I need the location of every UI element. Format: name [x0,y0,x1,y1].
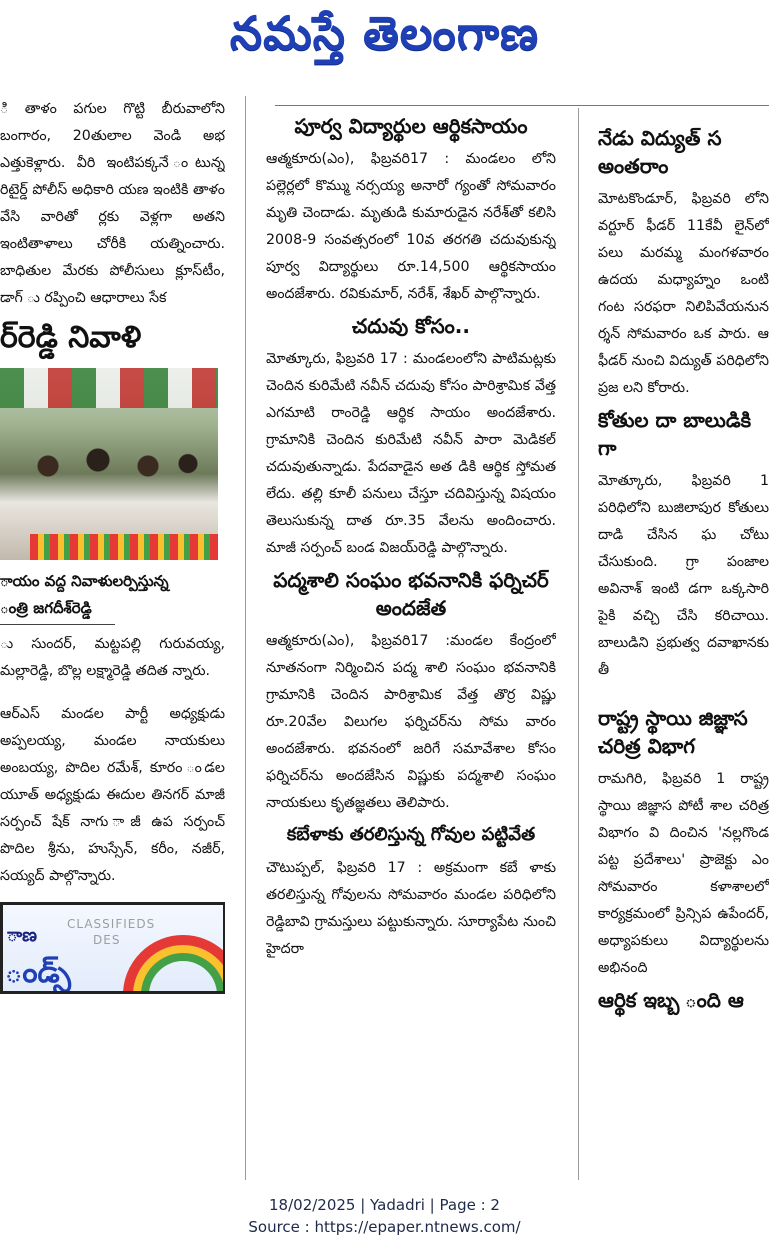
caption-divider [0,624,115,625]
rainbow-graphic [123,935,225,994]
article-headline: కోతుల దా బాలుడికి గా [598,408,752,460]
article-headline: ర్‌రెడ్డి నివాళి [0,320,142,355]
article-text: మోత్కూరు, ఫిబ్రవరి 17 : మండలంలోని పాటిమట్లకు చెందిన కురిమేటి నవీన్ చదువు కోసం పారిశ్రామిక వేత్త ఎగమాటి రాంరెడ్డి ఆర్థిక సాయం అందజేశారు. గ్రామానికి చెందిన కురిమేటి నవీన్ పారా మెడికల్ చదువుతున్నాడు. పేదవాడైన అత డికి ఆర్థిక స్తోమత లేదు. తల్లి కూలీ పనులు చేస్తూ చదివిస్తున్న విషయం తెలుసుకున్న దాత రూ.35 వేలను అందించారు. మాజీ సర్పంచ్ బండ విజయ్‌రెడ్డి పాల్గొన్నారు. [266,351,556,556]
masthead [0,0,769,80]
column-left [0,96,225,1180]
ad-classifieds-label: CLASSIFIEDS [67,917,156,931]
classifieds-ad [0,902,225,994]
page-footer [0,1194,769,1238]
article-text: మోటకొండూర్, ఫిబ్రవరి లోని వర్టూర్ ఫీడర్ 11కేవీ లైన్‌లో పలు మరమ్మ మంగళవారం ఉదయ మధ్యాహ్నం ఒంటి గంట సరఫరా నిలిపివేయనున ర్శన్ సోమవారం ఒక పారు. ఆ ఫీడర్ నుంచి విద్యుత్ పరిధిలోని ప్రజ లని కోరారు. [598,191,769,396]
article-headline: ఆర్థిక ఇబ్బ ంది ఆ [598,988,744,1012]
ad-sub-label: DES [93,933,121,947]
horizontal-divider [275,105,769,106]
article-text: ఆర్‌ఎస్ మండల పార్టీ అధ్యక్షుడు అప్పలయ్య, మండల నాయకులు అంబయ్య, పొదిల రమేశ్, కూరం ండల యూత్ అధ్యక్షుడు ఈదుల తినగర్ మాజీ సర్పంచ్ షేక్ నాగు ాజీ ఉప సర్పంచ్ పొదిల శ్రీను, హుస్సేన్, కరీం, నజీర్, సయ్యద్ పాల్గొన్నారు. [0,706,225,884]
article-headline: నేడు విద్యుత్ స అంతరాం [598,126,722,178]
news-photo [0,368,218,560]
column-divider-1 [245,96,246,1180]
footer-date-line: 18/02/2025 | Yadadri | Page : 2 [269,1196,500,1214]
ad-big-text: ండ్స్ [5,955,71,990]
newspaper-logo: నమస్తే తెలంగాణ [229,6,540,60]
article-headline: రాష్ట్ర స్థాయి జిజ్ఞాస చరిత్ర విభాగ [598,706,748,758]
photo-caption: ాయం వద్ద నివాళులర్పిస్తున్న [0,572,169,590]
article-text: చౌటుప్పల్, ఫిబ్రవరి 17 : అక్రమంగా కబే ళాకు తరలిస్తున్న గోవులను సోమవారం మండల పరిధిలోని రెడ్డిబావి గ్రామస్తులు పట్టుకున్నారు. సూర్యాపేట నుంచి హైదరా [266,860,556,957]
article-text: ఆత్మకూరు(ఎం), ఫిబ్రవరి17 : మండలం లోని పల్లెర్లలో కొమ్ము నర్సయ్య అనారో గ్యంతో సోమవారం మృతి చెందాడు. మృతుడి కుమారుడైన నరేశ్‌తో కలిసి 2008-9 సంవత్సరంలో 10వ తరగతి చదువుకున్న పూర్వ విద్యార్థులు రూ.14,500 ఆర్థికసాయం అందజేశారు. రవికుమార్, నరేశ్, శేఖర్ పాల్గొన్నారు. [266,151,556,302]
article-text: రామగిరి, ఫిబ్రవరి 1 రాష్ట్ర స్థాయి జిజ్ఞాస పోటీ శాల చరిత్ర విభాగం వి దించిన 'నల్లగొండ పట్ట ప్రదేశాలు' ప్రాజెక్టు ఎం సోమవారం కళాశాలలో కార్యక్రమంలో ప్రిన్సిప ఉపేందర్, అధ్యాపకులు విద్యార్థులను అభినంది [598,771,769,976]
article-headline: పూర్వ విద్యార్థుల ఆర్థికసాయం [294,114,528,138]
article-text: ి తాళం పగుల గొట్టి బీరువాలోని బంగారం, 20తులాల వెండి అభ ఎత్తుకెళ్లారు. వీరి ఇంటిపక్కనే ంటున్న రిటైర్డ్ పోలీస్ అధికారి యణ ఇంటికి తాళం వేసి వారితో ర్లకు వెళ్లగా అతని ఇంటితాళాలు చోరీకి యత్నించారు. బాధితుల మేరకు పోలీసులు క్లూస్‌టీం, డాగ్ ు రప్పించి ఆధారాలు సేక [0,101,225,306]
photo-flowers [30,534,218,560]
photo-caption-2: ంత్రి జగదీశ్‌రెడ్డి [0,599,92,617]
article-headline: కబేళాకు తరలిస్తున్న గోవుల పట్టివేత [286,824,536,845]
footer-source-line[interactable]: Source : https://epaper.ntnews.com/ [248,1218,521,1236]
article-headline: పద్మశాలి సంఘం భవనానికి ఫర్నిచర్ అందజేత [273,568,549,620]
column-right [598,120,769,1180]
photo-banner [0,368,218,408]
column-middle [266,108,556,1180]
article-headline: చదువు కోసం.. [352,314,470,338]
article-text: మోత్కూరు, ఫిబ్రవరి 1 పరిధిలోని బుజిలాపుర కోతులు దాడి చేసిన ఘ చోటు చేసుకుంది. గ్రా పంజాల అవినాశ్ ఇంటి డగా ఒక్కసారి పైకి వచ్చి చేసి కరిచాయి. బాలుడిని ప్రభుత్వ దవాఖానకు తీ [598,473,769,678]
ad-logo: ాణ [7,925,37,946]
column-divider-2 [578,108,579,1180]
photo-people [8,430,208,550]
article-text: ఆత్మకూరు(ఎం), ఫిబ్రవరి17 :మండల కేంద్రంలో నూతనంగా నిర్మించిన పద్మ శాలి సంఘం భవనానికి గ్రామానికి చెందిన పారిశ్రామిక వేత్త తొర్ర విష్ణు రూ.20వేల విలుగల ఫర్నిచర్‌ను సోమ వారం అందజేశారు. భవనంలో జరిగే సమావేశాల కోసం ఫర్నిచర్‌ను అందజేసిన విష్ణుకు పద్మశాలి సంఘం నాయకులు కృతజ్ఞతలు తెలిపారు. [266,633,556,811]
article-text: ు సుందర్, మట్టపల్లి గురువయ్య, మల్లారెడ్డి, బొల్ల లక్ష్మారెడ్డి తదిత న్నారు. [0,636,225,679]
